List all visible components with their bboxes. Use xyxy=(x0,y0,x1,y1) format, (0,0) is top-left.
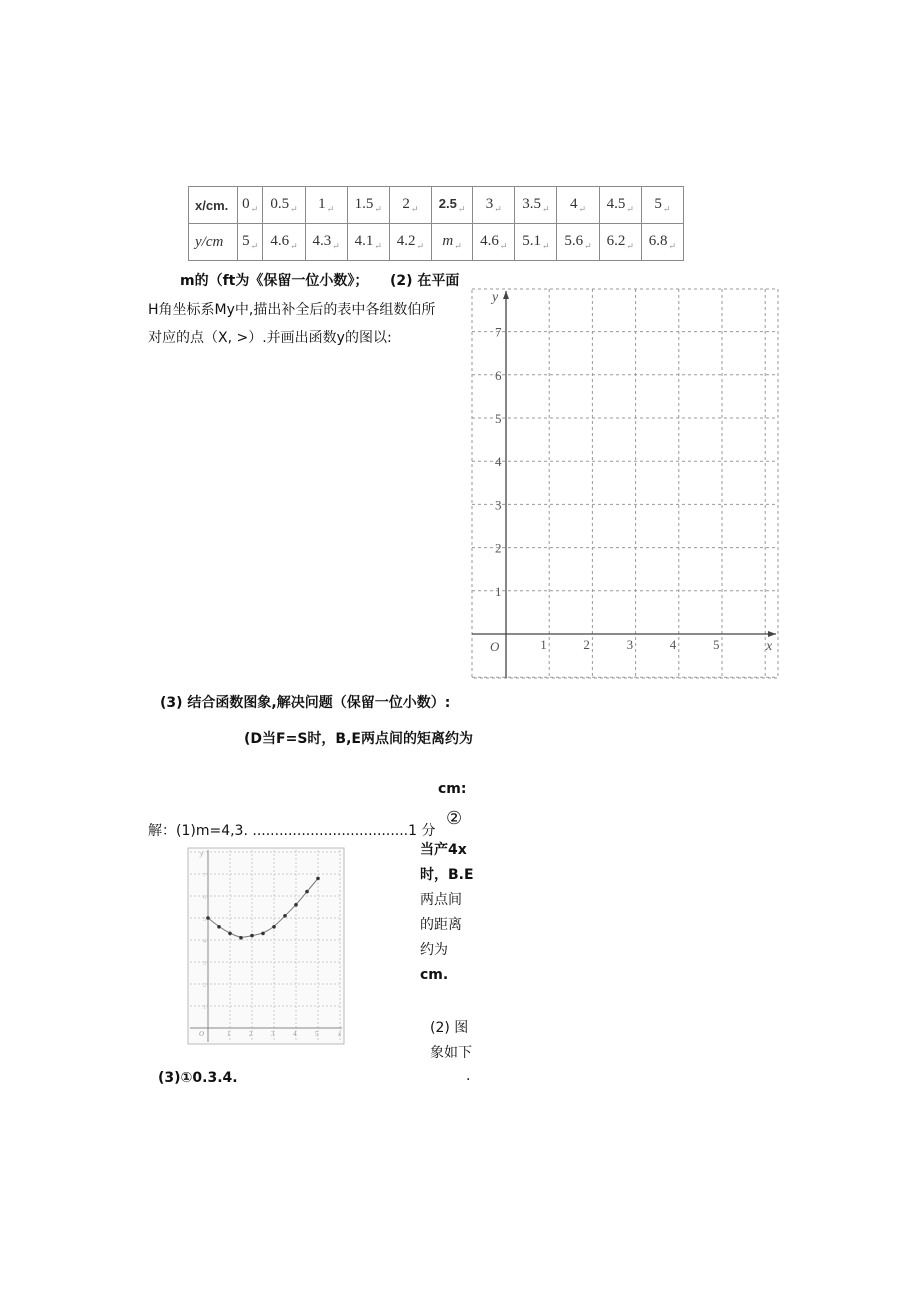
answer-y-tick: 4 xyxy=(203,939,206,945)
return-mark-icon: ↵ xyxy=(374,240,382,251)
answer-x-tick: 3 xyxy=(271,1030,275,1038)
side-line-4: 的距离 xyxy=(420,917,462,933)
side-line-1: 当产4x xyxy=(420,842,467,858)
answer-data-point xyxy=(283,914,287,918)
return-mark-icon: ↵ xyxy=(416,240,425,251)
answer-y-tick: 6 xyxy=(203,895,206,901)
answer-x-tick: 5 xyxy=(315,1030,319,1038)
answer-x-label: x xyxy=(338,1030,342,1038)
x-value-cell-value: 4 xyxy=(570,195,578,212)
x-value-cell xyxy=(599,187,641,224)
y-value-cell-value: 6.2 xyxy=(606,232,626,249)
answer-data-point xyxy=(206,916,210,920)
return-mark-icon: ↵ xyxy=(332,240,340,251)
x-value-cell xyxy=(263,187,305,224)
x-value-cell-value: 0.5 xyxy=(270,195,290,212)
question-line1-left: m的（ft为《保留一位小数》； xyxy=(180,273,369,289)
question-line3: 对应的点（X, >）.并画出函数y的图以: xyxy=(148,330,392,346)
y-tick-label: 3 xyxy=(495,497,502,513)
return-mark-icon: ↵ xyxy=(542,240,550,251)
x-value-cell-value: 2 xyxy=(402,195,410,212)
x-value-cell xyxy=(238,187,263,224)
answer-x-tick: 4 xyxy=(293,1030,297,1038)
y-tick-label: 1 xyxy=(495,583,502,599)
x-value-cell xyxy=(347,187,389,224)
answer-data-point xyxy=(228,932,232,936)
answer-data-point xyxy=(305,890,309,894)
part3-title: (3) 结合函数图象,解决问题（保留一位小数）: xyxy=(160,695,451,711)
y-value-cell-value: 5.1 xyxy=(522,232,541,249)
table-row-y xyxy=(189,224,684,261)
x-value-cell xyxy=(641,187,683,224)
coordinate-grid xyxy=(470,287,780,680)
table-header-x: x/cm. xyxy=(189,187,238,224)
x-value-cell-value: 4.5 xyxy=(606,195,626,212)
y-value-cell xyxy=(599,224,641,261)
y-value-cell xyxy=(305,224,347,261)
return-mark-icon: ↵ xyxy=(326,203,335,214)
side-line-6: cm. xyxy=(420,967,449,983)
question-line2: H角坐标系My中,描出补全后的表中各组数伯所 xyxy=(148,302,436,318)
answer-origin-label: O xyxy=(199,1030,205,1038)
data-table xyxy=(188,186,684,260)
answer-data-point xyxy=(261,932,265,936)
unit-cm: cm: xyxy=(438,781,467,797)
answer-data-point xyxy=(239,936,243,940)
answer-x-tick: 1 xyxy=(227,1030,231,1038)
x-value-cell-value: 1 xyxy=(318,195,326,212)
grid-border xyxy=(472,289,778,678)
x-axis-label: x xyxy=(766,639,773,654)
y-value-cell xyxy=(641,224,683,261)
y-value-cell-value: 4.3 xyxy=(312,232,332,249)
answer-data-point xyxy=(217,925,221,929)
answer-data-point xyxy=(294,903,298,907)
return-mark-icon: ↵ xyxy=(494,203,502,214)
return-mark-icon: ↵ xyxy=(626,203,634,214)
question-line1-right: (2) 在平面 xyxy=(390,273,460,289)
answer-part3: (3)①0.3.4. xyxy=(158,1070,238,1086)
y-tick-label: 6 xyxy=(495,367,502,383)
return-mark-icon: ↵ xyxy=(668,240,677,251)
return-mark-icon: ↵ xyxy=(410,203,419,214)
y-value-cell xyxy=(263,224,305,261)
y-value-cell xyxy=(515,224,557,261)
y-tick-label: 2 xyxy=(495,540,502,556)
y-value-cell xyxy=(238,224,263,261)
side-line-2: 时，B.E xyxy=(420,867,474,883)
x-tick-label: 4 xyxy=(669,637,677,652)
answer-data-point xyxy=(250,934,254,938)
y-value-cell-value: m xyxy=(442,232,454,249)
x-value-cell-value: 3.5 xyxy=(522,195,541,212)
answer-y-tick: 3 xyxy=(203,961,206,967)
y-value-cell xyxy=(347,224,389,261)
x-tick-label: 5 xyxy=(713,637,720,652)
return-mark-icon: ↵ xyxy=(542,203,550,214)
answer-x-tick: 2 xyxy=(249,1030,253,1038)
y-value-cell-value: 4.1 xyxy=(354,232,374,249)
x-value-cell-value: 5 xyxy=(654,195,662,212)
y-value-cell-value: 4.6 xyxy=(270,232,290,249)
return-mark-icon: ↵ xyxy=(250,203,259,214)
y-tick-label: 4 xyxy=(495,454,502,470)
answer-part2 xyxy=(430,1016,472,1066)
y-value-cell xyxy=(389,224,431,261)
answer-side-text xyxy=(420,838,474,988)
y-tick-label: 7 xyxy=(495,324,502,340)
return-mark-icon: ↵ xyxy=(290,240,298,251)
x-value-cell xyxy=(305,187,347,224)
return-mark-icon: ↵ xyxy=(250,240,259,251)
return-mark-icon: ↵ xyxy=(499,240,508,251)
x-tick-label: 1 xyxy=(540,637,547,652)
y-value-cell-value: 4.6 xyxy=(480,232,499,249)
y-value-cell xyxy=(432,224,473,261)
y-value-cell-value: 5.6 xyxy=(564,232,584,249)
answer-y-tick: 7 xyxy=(203,873,206,879)
return-mark-icon: ↵ xyxy=(374,203,382,214)
return-mark-icon: ↵ xyxy=(454,240,462,251)
table-header-y: y/cm xyxy=(189,224,238,261)
x-value-cell xyxy=(473,187,515,224)
answer-y-tick: 1 xyxy=(203,1005,206,1011)
x-value-cell xyxy=(432,187,473,224)
x-value-cell-value: 3 xyxy=(485,195,494,212)
y-value-cell-value: 5 xyxy=(242,232,250,249)
answer-data-point xyxy=(316,877,320,881)
part2-line-2: 象如下 xyxy=(430,1045,472,1061)
part2-line-1: (2) 图 xyxy=(430,1020,469,1036)
part3-question1: (D当F=S时，B,E两点间的矩离约为 xyxy=(244,731,473,747)
answer-line1: 解：(1)m=4,3. ...................................1 分 xyxy=(148,823,436,839)
return-mark-icon: ↵ xyxy=(584,240,592,251)
x-value-cell xyxy=(515,187,557,224)
side-line-5: 约为 xyxy=(420,942,448,958)
return-mark-icon: ↵ xyxy=(457,203,466,214)
return-mark-icon: ↵ xyxy=(626,240,634,251)
y-value-cell xyxy=(557,224,599,261)
return-mark-icon: ↵ xyxy=(578,203,587,214)
x-tick-label: 3 xyxy=(626,637,634,652)
y-axis-label: y xyxy=(492,290,499,305)
y-value-cell-value: 4.2 xyxy=(396,232,416,249)
side-line-3: 两点间 xyxy=(420,892,462,908)
x-value-cell-value: 1.5 xyxy=(354,195,374,212)
answer-data-point xyxy=(272,925,276,929)
x-value-cell xyxy=(557,187,599,224)
answer-y-tick: 2 xyxy=(203,983,206,989)
y-axis-arrow-icon xyxy=(503,291,509,299)
x-axis-arrow-icon xyxy=(768,631,776,637)
x-value-cell-value: 2.5 xyxy=(438,195,457,211)
answer-y-tick: 5 xyxy=(203,917,206,923)
answer-chart xyxy=(186,846,346,1046)
answer-circle-2: ② xyxy=(446,808,463,829)
x-value-cell-value: 0 xyxy=(242,195,250,212)
y-value-cell xyxy=(473,224,515,261)
return-mark-icon: ↵ xyxy=(662,203,671,214)
return-mark-icon: ↵ xyxy=(290,203,298,214)
answer-chart-border xyxy=(188,848,344,1044)
answer-y-label: y xyxy=(200,850,204,858)
y-value-cell-value: 6.8 xyxy=(648,232,668,249)
x-tick-label: 2 xyxy=(583,637,590,652)
table-row-x xyxy=(189,187,684,224)
x-value-cell xyxy=(389,187,431,224)
origin-label: O xyxy=(490,639,500,654)
answer-period: . xyxy=(466,1068,471,1084)
y-tick-label: 5 xyxy=(495,411,502,426)
